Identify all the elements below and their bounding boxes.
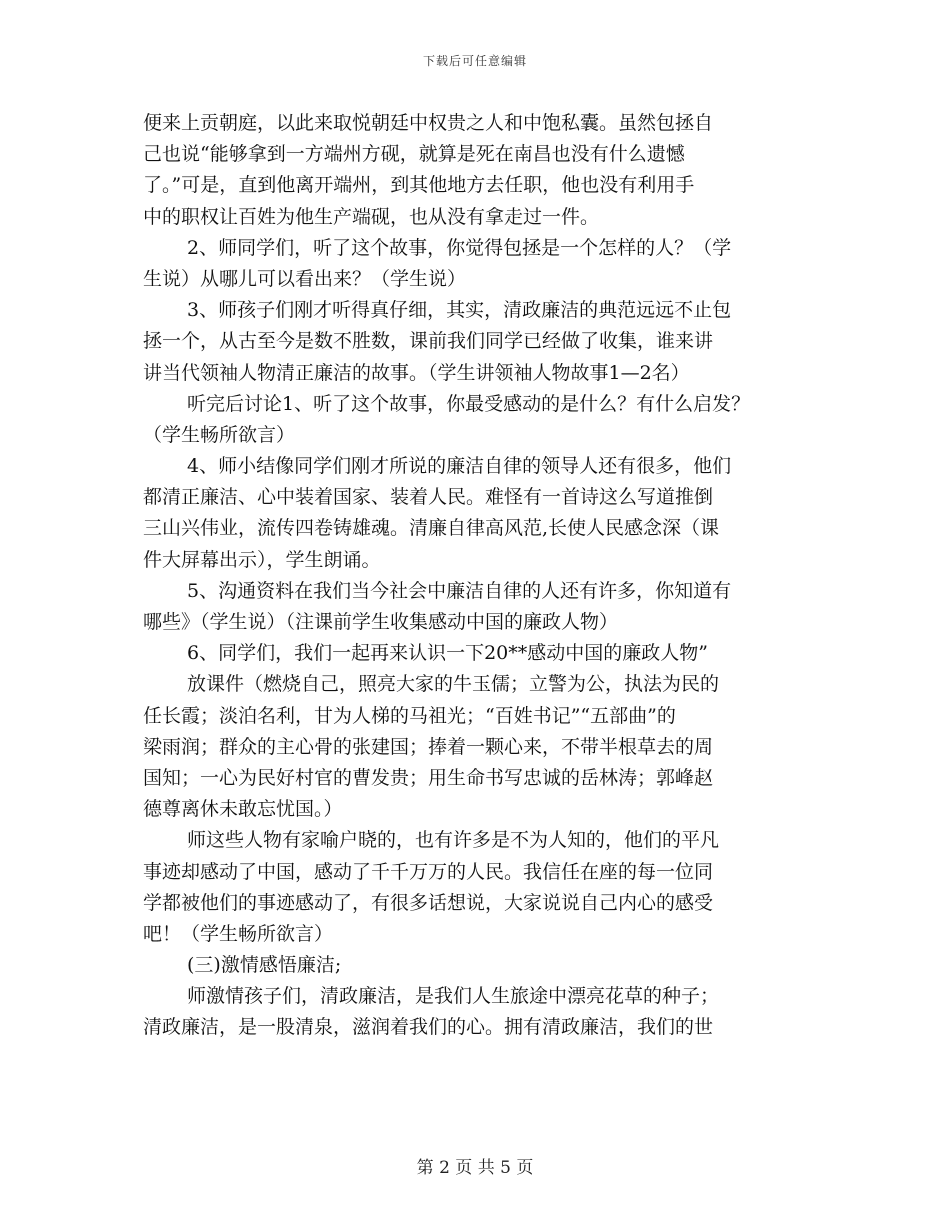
paragraph-line: 梁雨润；群众的主心骨的张建国；捧着一颗心来，不带半根草去的周 — [143, 735, 714, 758]
paragraph-first-line: 3、师孩子们刚才听得真仔细，其实，清政廉洁的典范远远不止包 — [187, 299, 732, 322]
paragraph-first-line: (三)激情感悟廉洁; — [187, 954, 342, 977]
paragraph-first-line: 师这些人物有家喻户晓的，也有许多是不为人知的，他们的平凡 — [187, 829, 720, 852]
paragraph-line: 学都被他们的事迹感动了，有很多话想说，大家说说自己内心的感受 — [143, 891, 714, 914]
paragraph-line: 便来上贡朝庭，以此来取悦朝廷中权贵之人和中饱私囊。虽然包拯自 — [143, 112, 714, 134]
paragraph-line: 哪些》（学生说）（注课前学生收集感动中国的廉政人物） — [143, 611, 619, 633]
paragraph-line: 己也说“能够拿到一方端州方砚，就算是死在南昌也没有什么遗憾 — [143, 143, 685, 166]
paragraph-first-line: 4、师小结像同学们刚才所说的廉洁自律的领导人还有很多，他们 — [187, 455, 732, 478]
paragraph-line: 三山兴伟业，流传四卷铸雄魂。清廉自律高风范,长使人民感念深（课 — [143, 517, 720, 540]
paragraph-line: 德尊离休未敢忘忧国。） — [143, 798, 343, 821]
paragraph-line: 清政廉洁，是一股清泉，滋润着我们的心。拥有清政廉洁，我们的世 — [143, 1016, 714, 1039]
paragraph-line: 件大屏幕出示），学生朗诵。 — [143, 548, 381, 571]
paragraph-first-line: 6、同学们，我们一起再来认识一下20**感动中国的廉政人物” — [187, 642, 708, 665]
paragraph-line: 了。”可是，直到他离开端州，到其他地方去任职，他也没有利用手 — [143, 174, 695, 197]
paragraph-first-line: 5、沟通资料在我们当今社会中廉洁自律的人还有许多，你知道有 — [187, 579, 732, 602]
document-body — [143, 108, 833, 1044]
paragraph-line: （学生畅所欲言） — [143, 423, 296, 446]
paragraph-line: 都清正廉洁、心中装着国家、装着人民。难怪有一首诗这么写道推倒 — [143, 486, 714, 509]
paragraph-first-line: 2、师同学们，听了这个故事，你觉得包拯是一个怎样的人？（学 — [187, 236, 732, 259]
paragraph-line: 任长霞；淡泊名利，甘为人梯的马祖光；“百姓书记”“五部曲”的 — [143, 704, 676, 727]
paragraph-first-line: 听完后讨论1、听了这个故事，你最受感动的是什么？有什么启发？ — [187, 392, 751, 415]
paragraph-first-line: 放课件（燃烧自己，照亮大家的牛玉儒；立警为公，执法为民的 — [187, 673, 720, 696]
paragraph-line: 讲当代领袖人物清正廉洁的故事。（学生讲领袖人物故事1—2名） — [143, 361, 690, 384]
paragraph-line: 拯一个，从古至今是数不胜数，课前我们同学已经做了收集，谁来讲 — [143, 330, 714, 353]
page-footer: 第 2 页 共 5 页 — [416, 1158, 534, 1178]
paragraph-line: 吧！（学生畅所欲言） — [143, 922, 334, 945]
paragraph-line: 生说）从哪儿可以看出来？（学生说） — [143, 267, 467, 290]
paragraph-line: 中的职权让百姓为他生产端砚，也从没有拿走过一件。 — [143, 205, 600, 228]
paragraph-line: 国知；一心为民好村官的曹发贵；用生命书写忠诚的岳林涛；郭峰赵 — [143, 766, 714, 789]
paragraph-first-line: 师激情孩子们，清政廉洁，是我们人生旅途中漂亮花草的种子； — [187, 985, 720, 1008]
paragraph-line: 事迹却感动了中国，感动了千千万万的人民。我信任在座的每一位同 — [143, 860, 714, 883]
page-header: 下载后可任意编辑 — [422, 54, 527, 68]
